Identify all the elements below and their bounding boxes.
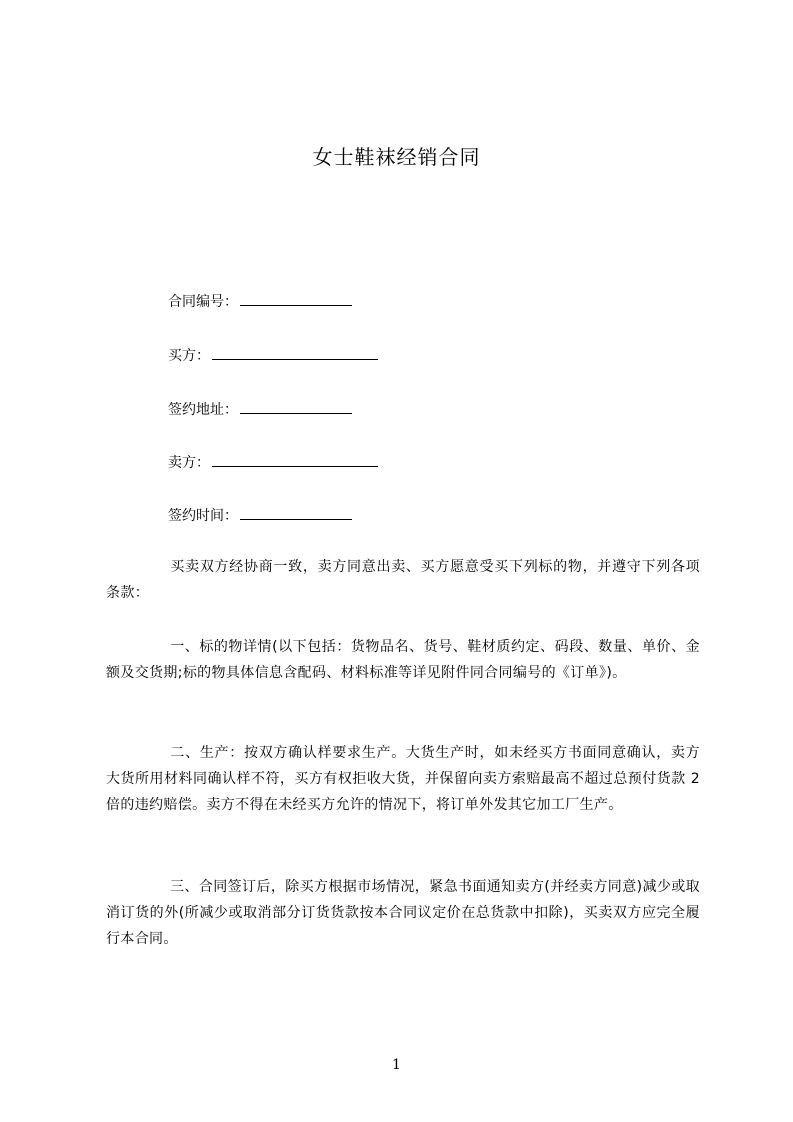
contract-number-label: 合同编号： (168, 294, 238, 310)
clause-3-paragraph (106, 874, 700, 952)
signing-time-blank (240, 505, 352, 520)
page-number: 1 (392, 1057, 401, 1073)
seller-label: 卖方： (168, 455, 210, 471)
clause-1-paragraph (106, 634, 700, 686)
clause-2-text: 二、生产：按双方确认样要求生产。大货生产时，如未经买方书面同意确认，卖方大货所用材料同确认样不符，买方有权拒收大货，并保留向卖方索赔最高不超过总预付货款 2 倍的违约赔偿。卖方不得在未经买方允许的情况下，将订单外发其它加工厂生产。 (106, 745, 700, 813)
intro-paragraph-text: 买卖双方经协商一致，卖方同意出卖、买方愿意受买下列标的物，并遵守下列各项条款： (106, 559, 700, 601)
buyer-label: 买方： (168, 348, 210, 364)
document-title: 女士鞋袜经销合同 (312, 145, 481, 169)
contract-number-field (168, 291, 352, 312)
signing-time-field (168, 505, 352, 526)
buyer-blank (212, 345, 378, 360)
signing-time-label: 签约时间： (168, 508, 238, 524)
intro-paragraph (106, 554, 700, 606)
seller-blank (212, 452, 378, 467)
signing-address-label: 签约地址： (168, 402, 238, 418)
seller-field (168, 452, 378, 473)
buyer-field (168, 345, 378, 366)
signing-address-blank (240, 399, 352, 414)
contract-number-blank (240, 291, 352, 306)
clause-2-paragraph (106, 740, 700, 818)
clause-3-text: 三、合同签订后，除买方根据市场情况，紧急书面通知卖方(并经卖方同意)减少或取消订货的外(所减少或取消部分订货货款按本合同议定价在总货款中扣除)，买卖双方应完全履行本合同。 (106, 879, 700, 947)
clause-1-text: 一、标的物详情(以下包括：货物品名、货号、鞋材质约定、码段、数量、单价、金额及交货期;标的物具体信息含配码、材料标准等详见附件同合同编号的《订单》)。 (106, 639, 700, 681)
signing-address-field (168, 399, 352, 420)
